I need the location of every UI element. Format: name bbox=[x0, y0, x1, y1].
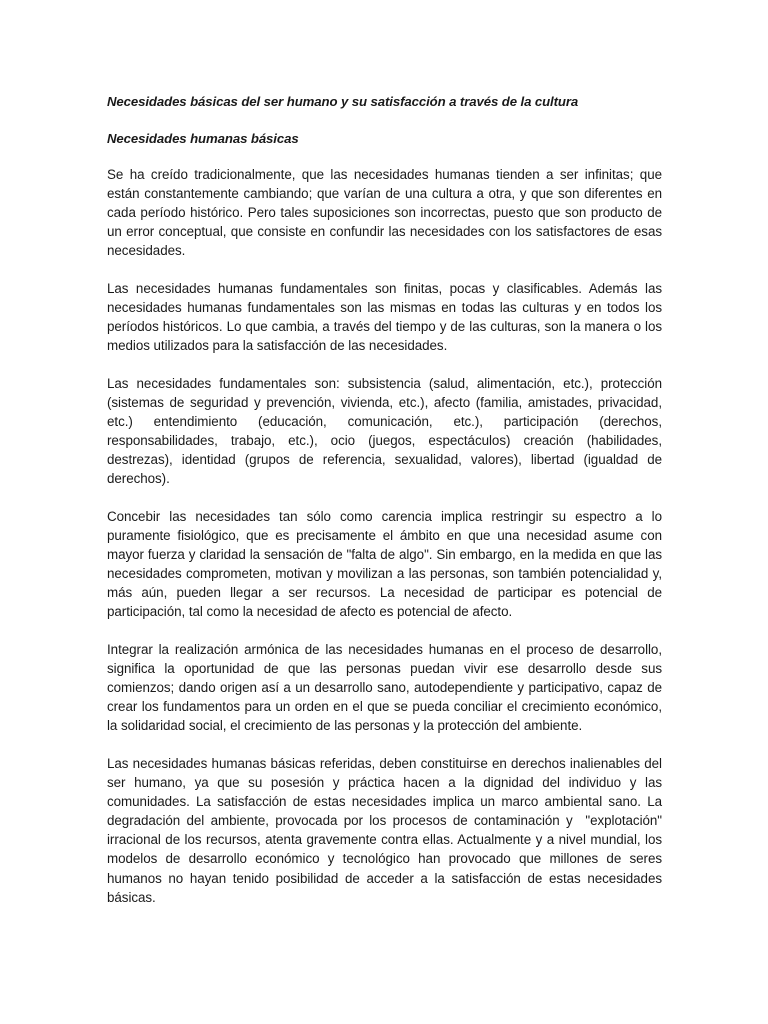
paragraph-4: Concebir las necesidades tan sólo como carencia implica restringir su espectro a lo puramente fisiológico, que es precisamente el ámbito en que una necesidad asume con mayor fuerza y claridad la sensación de "falta de algo". Sin embargo, en la medida en que las necesidades comprometen, motivan y movilizan a las personas, son también potencialidad y, más aún, pueden llegar a ser recursos. La necesidad de participar es potencial de participación, tal como la necesidad de afecto es potencial de afecto. bbox=[107, 508, 666, 620]
paragraph-5: Integrar la realización armónica de las necesidades humanas en el proceso de desarrollo, significa la oportunidad de que las personas puedan vivir ese desarrollo desde sus comienzos; dando origen así a un desarrollo sano, autodependiente y participativo, capaz de crear los fundamentos para un orden en el que se pueda conciliar el crecimiento económico, la solidaridad social, el crecimiento de las personas y la protección del ambiente. bbox=[107, 641, 666, 734]
paragraph-6: Las necesidades humanas básicas referidas, deben constituirse en derechos inalienables del ser humano, ya que su posesión y práctica hacen a la dignidad del individuo y las comunidades. La satisfacción de estas necesidades implica un marco ambiental sano. La degradación del ambiente, provocada por los procesos de contaminación y "explotación" irracional de los recursos, atenta gravemente contra ellas. Actualmente y a nivel mundial, los modelos de desarrollo económico y tecnológico han provocado que millones de seres humanos no hayan tenido posibilidad de acceder a la satisfacción de estas necesidades básicas. bbox=[107, 755, 666, 905]
document-title: Necesidades básicas del ser humano y su satisfacción a través de la cultura bbox=[107, 94, 579, 109]
paragraph-2: Las necesidades humanas fundamentales son finitas, pocas y clasificables. Además las necesidades humanas fundamentales son las mismas en todas las culturas y en todos los períodos históricos. Lo que cambia, a través del tiempo y de las culturas, son la manera o los medios utilizados para la satisfacción de las necesidades. bbox=[107, 280, 666, 354]
paragraph-1: Se ha creído tradicionalmente, que las necesidades humanas tienden a ser infinitas; que están constantemente cambiando; que varían de una cultura a otra, y que son diferentes en cada período histórico. Pero tales suposiciones son incorrectas, puesto que son producto de un error conceptual, que consiste en confundir las necesidades con los satisfactores de esas necesidades. bbox=[107, 167, 666, 259]
section-heading: Necesidades humanas básicas bbox=[107, 131, 299, 146]
paragraph-3: Las necesidades fundamentales son: subsistencia (salud, alimentación, etc.), protección (sistemas de seguridad y prevención, vivienda, etc.), afecto (familia, amistades, privacidad, etc.) entendimiento (educación, comunicación, etc.), participación (derechos, responsabilidades, trabajo, etc.), ocio (juegos, espectáculos) creación (habilidades, destrezas), identidad (grupos de referencia, sexualidad, valores), libertad (igualdad de derechos). bbox=[107, 375, 666, 487]
